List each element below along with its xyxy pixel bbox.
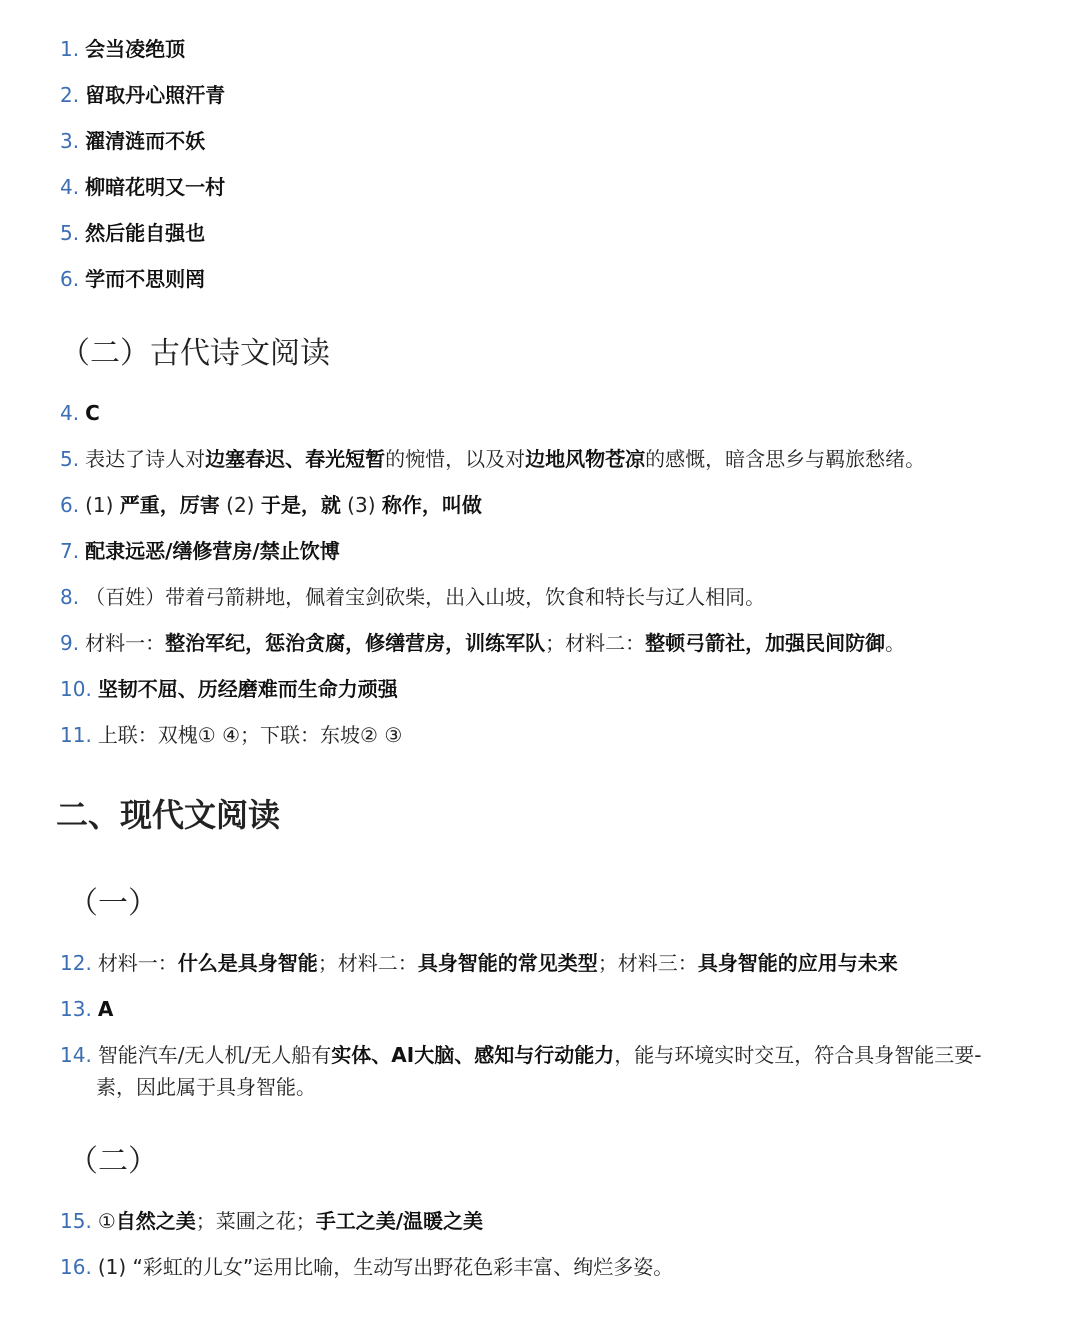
answer-bold: 实体、AI大脑、感知与行动能力	[331, 1043, 615, 1067]
answer-text: 的感慨，暗含思乡与羁旅愁绪。	[645, 447, 926, 471]
list-number: 13.	[60, 997, 92, 1021]
answer-text: ；材料三：	[597, 951, 698, 975]
list-item	[60, 490, 1060, 520]
answer-text: 濯清涟而不妖	[85, 129, 206, 153]
answer-bold: 整顿弓箭社，加强民间防御	[645, 631, 886, 655]
list-item	[60, 536, 1060, 566]
list-number: 5.	[60, 221, 80, 245]
list-item	[60, 1206, 1060, 1236]
answer-text: (3)	[340, 493, 382, 517]
answer-text: ；材料二：	[545, 631, 646, 655]
list-number: 12.	[60, 951, 92, 975]
section-heading-ancient: （二）古代诗文阅读	[60, 336, 330, 371]
answer-text: 材料一：	[85, 631, 166, 655]
list-number: 9.	[60, 631, 80, 655]
answer-text: ，能与环境实时交互，符合具身智能三要-	[614, 1043, 982, 1067]
answer-bold: 具身智能的常见类型	[417, 951, 598, 975]
subsection-heading-2: （二）	[68, 1144, 158, 1179]
list-item	[60, 674, 1060, 704]
answer-text: (1) “彩虹的儿女”运用比喻，生动写出野花色彩丰富、绚烂多姿。	[97, 1255, 674, 1279]
list-item	[60, 34, 1060, 64]
answer-text: 素，因此属于具身智能。	[96, 1075, 316, 1099]
answer-text: 智能汽车/无人机/无人船有	[97, 1043, 332, 1067]
answer-text: 。	[885, 631, 906, 655]
answer-text: ；材料二：	[317, 951, 418, 975]
list-item	[60, 126, 1060, 156]
answer-text: 柳暗花明又一村	[85, 175, 226, 199]
list-item	[60, 218, 1060, 248]
list-number: 10.	[60, 677, 92, 701]
list-number: 11.	[60, 723, 92, 747]
answer-text: 留取丹心照汗青	[85, 83, 226, 107]
list-number: 14.	[60, 1043, 92, 1067]
list-number: 8.	[60, 585, 80, 609]
list-item	[60, 1040, 1060, 1070]
list-number: 16.	[60, 1255, 92, 1279]
answer-text: A	[97, 997, 114, 1021]
list-number: 6.	[60, 267, 80, 291]
answer-text: 配隶远恶/缮修营房/禁止饮博	[85, 539, 340, 563]
section-heading-modern: 二、现代文阅读	[56, 796, 281, 834]
list-item	[60, 1252, 1060, 1282]
answer-text: 学而不思则罔	[85, 267, 206, 291]
list-number: 2.	[60, 83, 80, 107]
answer-text: 的惋惜，以及对	[385, 447, 526, 471]
subsection-heading-1: （一）	[68, 886, 158, 921]
list-number: 4.	[60, 401, 80, 425]
list-number: 6.	[60, 493, 80, 517]
answer-bold: 边塞春迟、春光短暂	[205, 447, 386, 471]
list-number: 7.	[60, 539, 80, 563]
answer-text: 坚韧不屈、历经磨难而生命力顽强	[97, 677, 398, 701]
list-item	[60, 80, 1060, 110]
answer-text: 会当凌绝顶	[85, 37, 186, 61]
answer-bold: 于是，就	[260, 493, 341, 517]
list-item	[60, 444, 1060, 474]
list-number: 4.	[60, 175, 80, 199]
answer-bold: 严重，厉害	[119, 493, 220, 517]
list-item	[60, 172, 1060, 202]
list-item	[60, 398, 1060, 428]
answer-text: ；菜圃之花；	[195, 1209, 316, 1233]
answer-bold: 称作，叫做	[381, 493, 482, 517]
list-number: 1.	[60, 37, 80, 61]
answer-text: 上联：双槐① ④；下联：东坡② ③	[97, 723, 403, 747]
answer-bold: 自然之美	[115, 1209, 196, 1233]
answer-text: ①	[97, 1209, 116, 1233]
answer-text: 表达了诗人对	[85, 447, 206, 471]
answer-text: C	[85, 401, 100, 425]
list-item	[60, 628, 1060, 658]
answer-text: (1)	[85, 493, 120, 517]
list-number: 15.	[60, 1209, 92, 1233]
list-item	[60, 720, 1060, 750]
answer-text: 材料一：	[97, 951, 178, 975]
answer-bold: 什么是具身智能	[177, 951, 318, 975]
list-item	[60, 994, 1060, 1024]
answer-text: （百姓）带着弓箭耕地，佩着宝剑砍柴，出入山坡，饮食和特长与辽人相同。	[85, 585, 766, 609]
answer-text: 然后能自强也	[85, 221, 206, 245]
list-number: 5.	[60, 447, 80, 471]
list-number: 3.	[60, 129, 80, 153]
answer-bold: 手工之美/温暖之美	[315, 1209, 484, 1233]
answer-text: (2)	[219, 493, 261, 517]
answer-bold: 边地风物苍凉	[525, 447, 646, 471]
list-item-continuation	[96, 1072, 1080, 1102]
answer-bold: 整治军纪，惩治贪腐，修缮营房，训练军队	[165, 631, 546, 655]
answer-bold: 具身智能的应用与未来	[697, 951, 898, 975]
list-item	[60, 264, 1060, 294]
list-item	[60, 948, 1060, 978]
list-item	[60, 582, 1060, 612]
